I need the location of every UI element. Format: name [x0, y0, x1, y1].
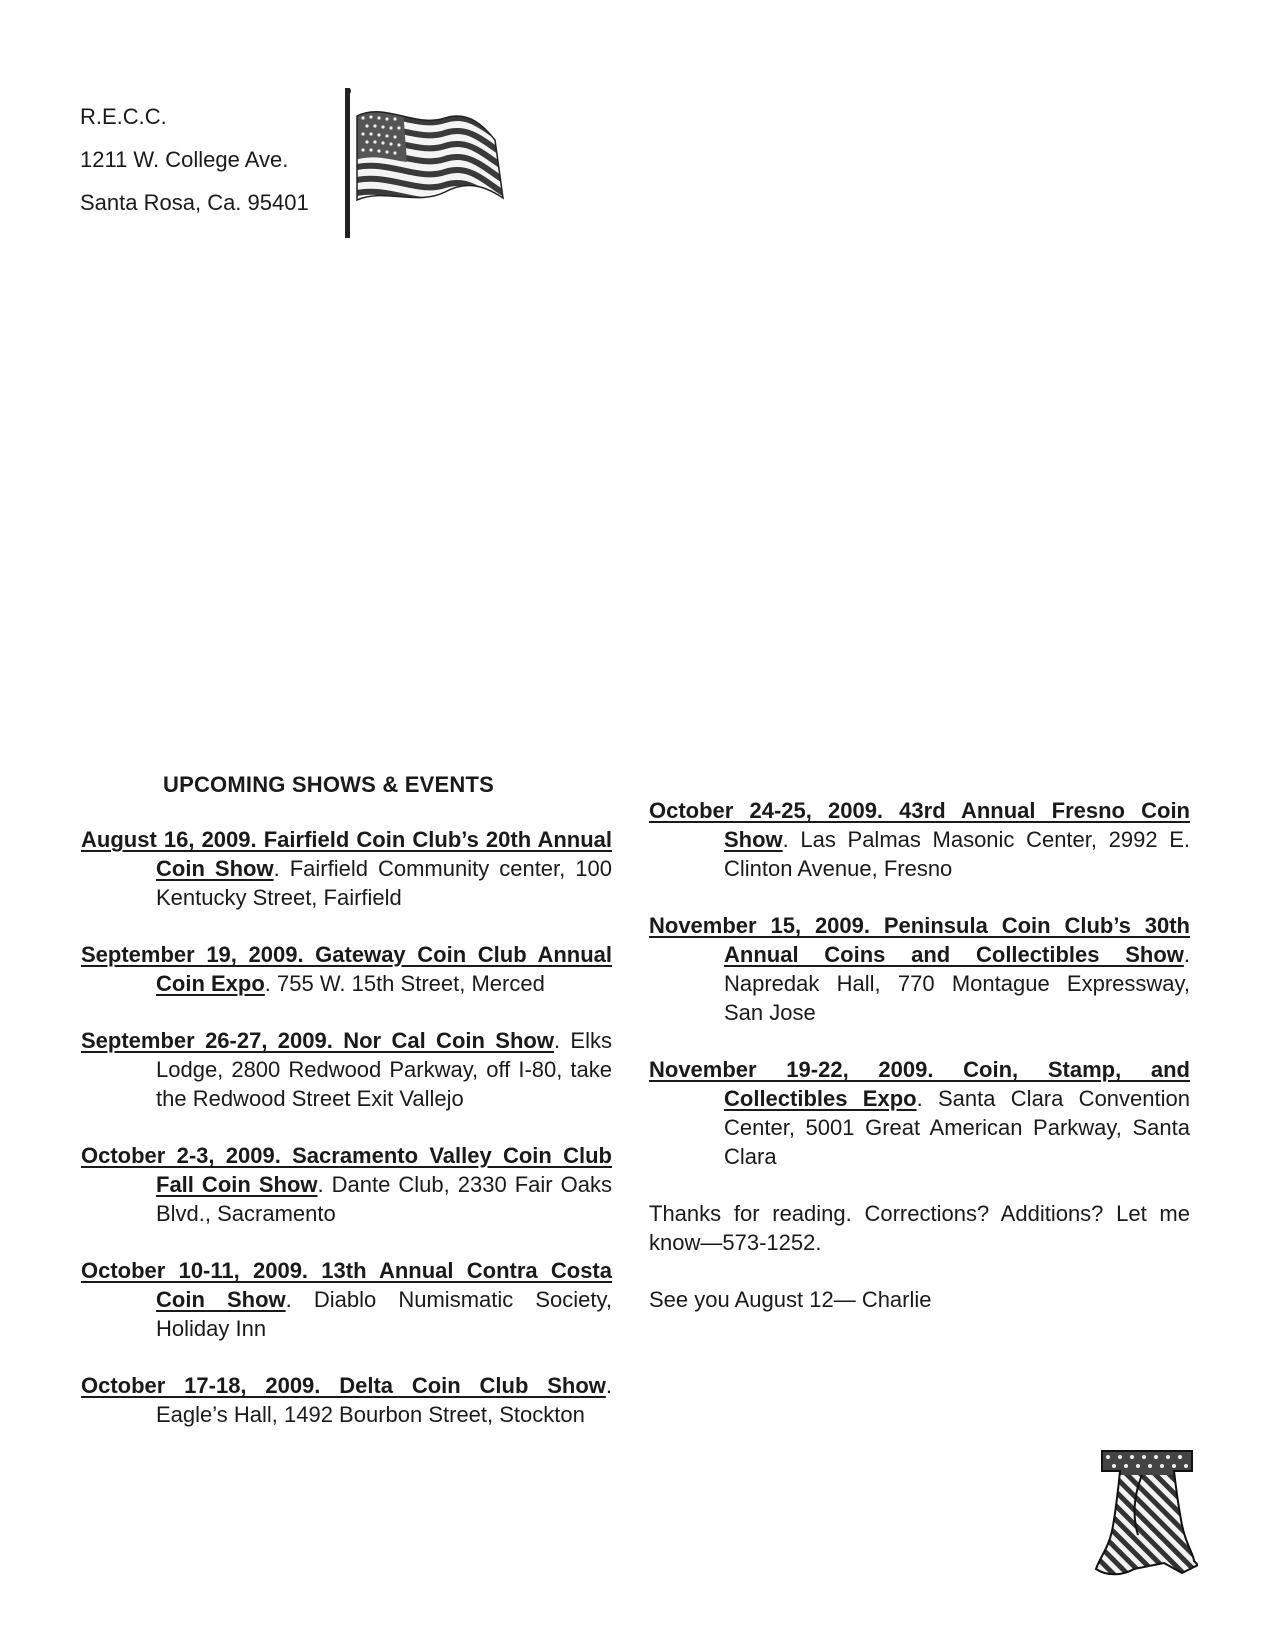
event-details: . Diablo Numismatic Society, Holiday Inn [156, 1287, 612, 1341]
section-heading: UPCOMING SHOWS & EVENTS [163, 772, 494, 797]
events-column-right [649, 796, 1190, 1342]
event-title: October 24-25, 2009. 43rd Annual Fresno Coin Show [649, 798, 1190, 852]
event-details: . Eagle’s Hall, 1492 Bourbon Street, Stockton [156, 1373, 612, 1427]
return-address-line-2: 1211 W. College Ave. [80, 147, 289, 172]
event-title: November 15, 2009. Peninsula Coin Club’s 30th Annual Coins and Collectibles Show [649, 913, 1190, 967]
event-details: . Elks Lodge, 2800 Redwood Parkway, off I-80, take the Redwood Street Exit Vallejo [156, 1028, 612, 1111]
event-item [81, 940, 612, 998]
closing-thanks: Thanks for reading. Corrections? Additions? Let me know—573-1252. [649, 1201, 1190, 1255]
event-item [81, 1256, 612, 1343]
return-address [80, 95, 309, 224]
events-column-left [81, 825, 612, 1457]
event-item [649, 911, 1190, 1027]
event-title: November 19-22, 2009. Coin, Stamp, and Collectibles Expo [649, 1057, 1190, 1111]
event-details: . Fairfield Community center, 100 Kentucky Street, Fairfield [156, 856, 612, 910]
event-details: . Santa Clara Convention Center, 5001 Great American Parkway, Santa Clara [724, 1086, 1190, 1169]
event-item [649, 1055, 1190, 1171]
event-title: September 26-27, 2009. Nor Cal Coin Show [81, 1028, 554, 1053]
event-item [81, 1371, 612, 1429]
event-item [649, 796, 1190, 883]
return-address-line-1: R.E.C.C. [80, 104, 167, 129]
event-title: September 19, 2009. Gateway Coin Club Annual Coin Expo [81, 942, 612, 996]
closing-signoff: See you August 12— Charlie [649, 1287, 932, 1312]
event-item [81, 1026, 612, 1113]
event-details: . Las Palmas Masonic Center, 2992 E. Clinton Avenue, Fresno [724, 827, 1190, 881]
event-title: August 16, 2009. Fairfield Coin Club’s 20th Annual Coin Show [81, 827, 612, 881]
event-title: October 10-11, 2009. 13th Annual Contra Costa Coin Show [81, 1258, 612, 1312]
event-title: October 2-3, 2009. Sacramento Valley Coin Club Fall Coin Show [81, 1143, 612, 1197]
return-address-line-3: Santa Rosa, Ca. 95401 [80, 190, 309, 215]
event-details: . Dante Club, 2330 Fair Oaks Blvd., Sacramento [156, 1172, 612, 1226]
event-details: . 755 W. 15th Street, Merced [264, 971, 545, 996]
event-title: October 17-18, 2009. Delta Coin Club Show [81, 1373, 606, 1398]
event-item [81, 825, 612, 912]
liberty-bell-icon [1094, 1445, 1198, 1580]
event-details: . Napredak Hall, 770 Montague Expressway, San Jose [724, 942, 1190, 1025]
event-item [81, 1141, 612, 1228]
american-flag-icon [345, 88, 505, 238]
